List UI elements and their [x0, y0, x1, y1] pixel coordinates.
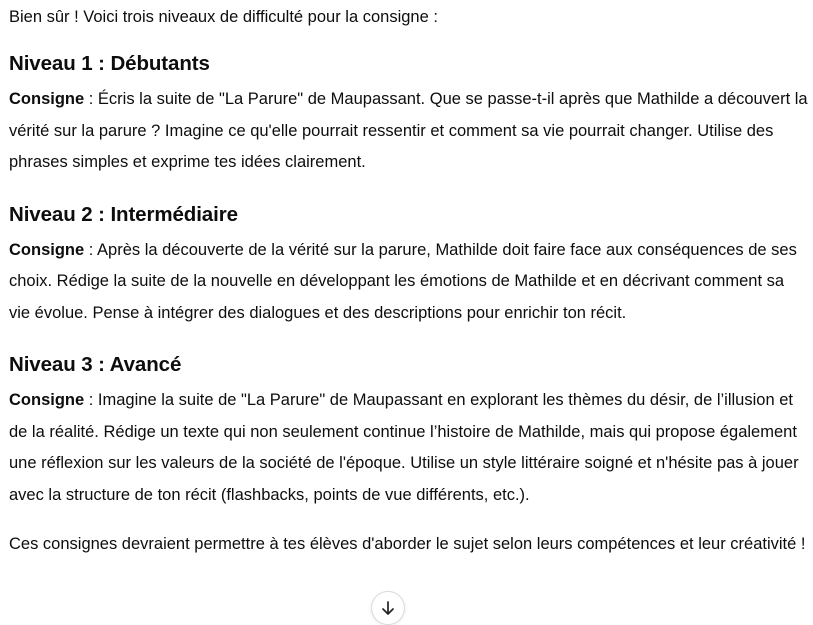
- scroll-to-bottom-button[interactable]: [371, 591, 405, 625]
- level-1-heading: Niveau 1 : Débutants: [9, 52, 210, 75]
- level-1-instruction: [9, 84, 809, 179]
- level-2-label: Consigne: [9, 240, 85, 259]
- intro-text: Bien sûr ! Voici trois niveaux de difficulté pour la consigne :: [9, 8, 438, 26]
- level-3-instruction: [9, 385, 809, 511]
- level-2-instruction: [9, 235, 809, 330]
- level-3-heading: Niveau 3 : Avancé: [9, 353, 182, 376]
- level-1-label: Consigne: [9, 90, 85, 108]
- level-3-label: Consigne: [9, 391, 85, 409]
- arrow-down-icon: [380, 600, 396, 616]
- level-2-heading: Niveau 2 : Intermédiaire: [9, 202, 238, 226]
- level-3-text: : Imagine la suite de "La Parure" de Maupassant en explorant les thèmes du désir, de l’illusion et de la réalité. Rédige un texte qui non seulement continue l’histoire de Mathilde, mais qui propose également une réflexion sur les valeurs de la société de l'époque. Utilise un style littéraire soigné et n'hésite pas à jouer avec la structure de ton récit (flashbacks, points de vue différents, etc.).: [9, 391, 799, 504]
- level-1-text: : Écris la suite de "La Parure" de Maupassant. Que se passe-t-il après que Mathilde a découvert la vérité sur la parure ? Imagine ce qu'elle pourrait ressentir et comment sa vie pourrait changer. Utilise des phrases simples et exprime tes idées clairement.: [9, 90, 808, 171]
- level-2-text: : Après la découverte de la vérité sur la parure, Mathilde doit faire face aux conséquences de ses choix. Rédige la suite de la nouvelle en développant les émotions de Mathilde et en décrivant comment sa vie évolue. Pense à intégrer des dialogues et des descriptions pour enrichir ton récit.: [9, 240, 797, 322]
- assistant-message: [9, 0, 809, 561]
- outro-text: Ces consignes devraient permettre à tes élèves d'aborder le sujet selon leurs compétences et leur créativité !: [9, 535, 806, 553]
